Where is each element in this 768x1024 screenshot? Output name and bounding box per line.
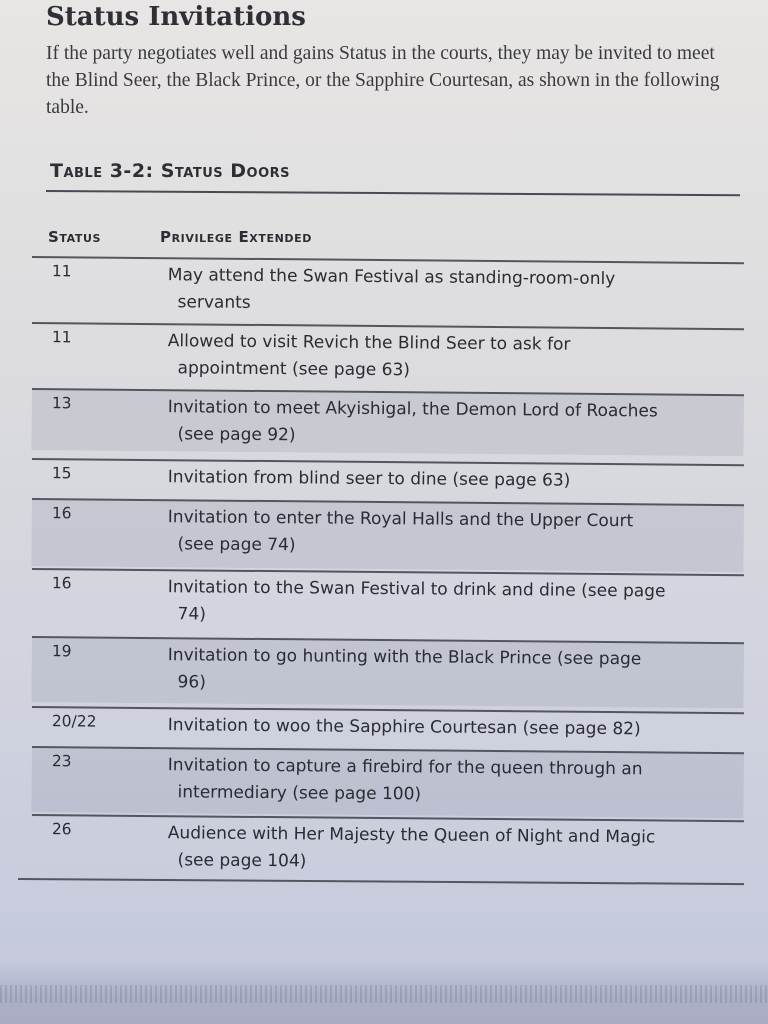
privilege-line: May attend the Swan Festival as standing-room-only	[167, 265, 616, 290]
privilege-line: servants	[177, 292, 251, 313]
status-value: 20/22	[51, 712, 97, 731]
column-header-status: Status	[48, 228, 102, 246]
privilege-line: Invitation to the Swan Festival to drink and dine (see page	[167, 577, 666, 602]
privilege-line: (see page 74)	[177, 534, 296, 556]
table-row	[32, 458, 744, 502]
privilege-line: Allowed to visit Revich the Blind Seer to ask for	[167, 331, 571, 355]
privilege-text	[167, 328, 737, 387]
table-row	[31, 388, 744, 456]
privilege-text	[168, 464, 738, 496]
status-value: 13	[51, 394, 72, 413]
intro-paragraph: If the party negotiates well and gains Status in the courts, they may be invited to meet the Blind Seer, the Black Prince, or the Sapphire Courtesan, as shown in the following table.	[46, 43, 720, 118]
table-row	[31, 746, 744, 818]
table-row	[31, 814, 744, 882]
status-value: 19	[51, 642, 72, 661]
privilege-text	[167, 642, 737, 701]
privilege-line: Invitation to go hunting with the Black Prince (see page	[167, 645, 642, 670]
column-header-privilege: Privilege Extended	[160, 228, 312, 246]
privilege-text	[167, 394, 737, 453]
status-value: 16	[51, 574, 72, 593]
privilege-line: Invitation to meet Akyishigal, the Demon Lord of Roaches	[167, 397, 658, 422]
row-divider	[32, 256, 744, 264]
privilege-line: intermediary (see page 100)	[177, 782, 422, 805]
privilege-line: Audience with Her Majesty the Queen of Night and Magic	[167, 823, 656, 848]
table-row	[31, 256, 744, 324]
privilege-text	[167, 504, 737, 563]
privilege-line: (see page 104)	[177, 850, 307, 872]
table-row	[31, 568, 744, 638]
status-value: 15	[51, 464, 72, 483]
privilege-line: 74)	[177, 604, 206, 625]
section-title: Status Invitations	[46, 2, 306, 32]
table-row	[31, 322, 744, 390]
table-row	[31, 636, 744, 708]
status-value: 16	[51, 504, 72, 523]
privilege-line: 96)	[177, 672, 206, 693]
privilege-line: (see page 92)	[177, 424, 296, 446]
caption-rule	[46, 190, 740, 196]
privilege-text	[167, 262, 737, 321]
status-value: 23	[51, 752, 72, 771]
privilege-text	[167, 820, 737, 879]
status-value: 11	[51, 328, 72, 347]
privilege-line: Invitation from blind seer to dine (see page 63)	[167, 467, 571, 491]
page-edge-texture	[0, 985, 768, 1003]
privilege-text	[168, 712, 738, 744]
table-caption: Table 3-2: Status Doors	[50, 160, 290, 182]
table-row	[31, 498, 744, 572]
privilege-line: Invitation to woo the Sapphire Courtesan (see page 82)	[167, 715, 641, 740]
privilege-line: appointment (see page 63)	[177, 358, 411, 381]
privilege-line: Invitation to enter the Royal Halls and the Upper Court	[167, 507, 634, 532]
table-row	[32, 706, 744, 750]
status-value: 11	[51, 262, 72, 281]
privilege-text	[167, 574, 737, 633]
status-value: 26	[51, 820, 72, 839]
privilege-text	[167, 752, 737, 811]
row-divider	[32, 458, 744, 466]
privilege-line: Invitation to capture a firebird for the queen through an	[167, 755, 643, 780]
